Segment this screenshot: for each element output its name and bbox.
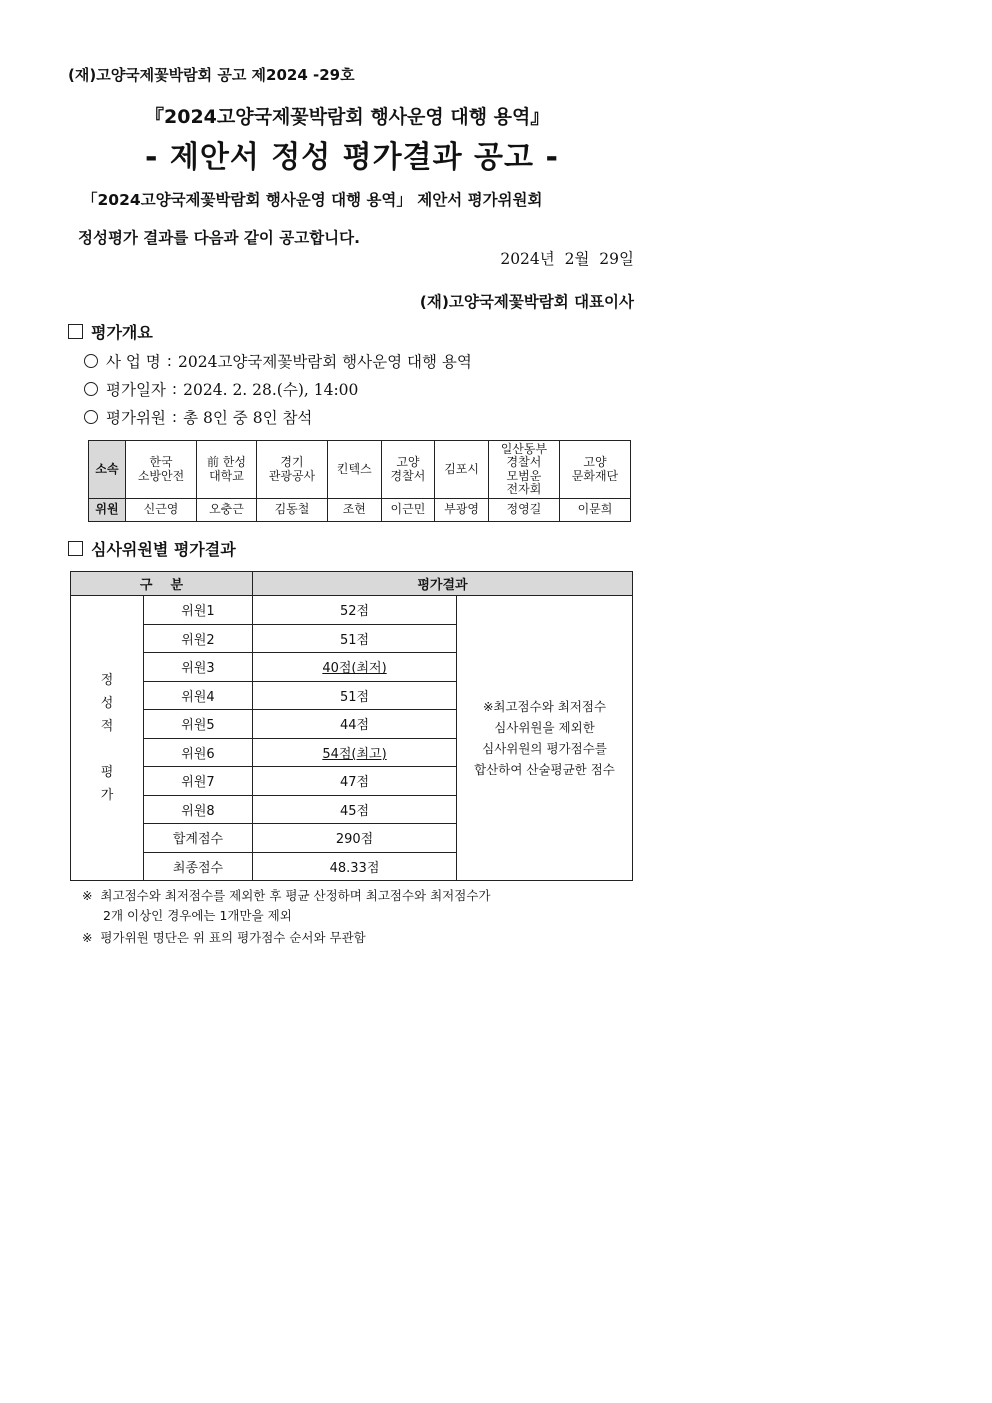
member-cell: 조현: [327, 499, 381, 522]
member-cell: 부광영: [435, 499, 489, 522]
title-line2: - 제안서 정성 평가결과 공고 -: [145, 140, 559, 175]
doc-number: (재)고양국제꽃박람회 공고 제2024 -29호: [68, 66, 355, 84]
member-label: 위원3: [144, 653, 253, 682]
member-score: 45점: [253, 795, 457, 824]
affiliation-cell: 고양 경찰서: [381, 441, 435, 499]
member-score: 44점: [253, 710, 457, 739]
footnote-2: ※ 평가위원 명단은 위 표의 평가점수 순서와 무관함: [82, 930, 366, 945]
separator: :: [171, 408, 178, 426]
final-score: 48.33점: [253, 852, 457, 881]
overview-item-value: 2024. 2. 28.(수), 14:00: [183, 381, 359, 399]
section-results-heading: 심사위원별 평가결과: [91, 540, 236, 559]
member-score: 51점: [253, 681, 457, 710]
member-cell: 이문희: [559, 499, 630, 522]
overview-item-value: 총 8인 중 8인 참석: [183, 409, 313, 427]
result-note: ※최고점수와 최저점수 심사위원을 제외한 심사위원의 평가점수를 합산하여 산술평균한 점수: [457, 596, 633, 881]
affiliation-cell: 한국 소방안전: [126, 441, 197, 499]
total-label: 합계점수: [144, 824, 253, 853]
member-label: 위원2: [144, 624, 253, 653]
intro-line1: 「2024고양국제꽃박람회 행사운영 대행 용역」 제안서 평가위원회: [82, 191, 543, 209]
affiliation-cell: 김포시: [435, 441, 489, 499]
member-cell: 김동철: [256, 499, 327, 522]
affiliation-cell: 경기 관광공사: [256, 441, 327, 499]
member-label: 위원6: [144, 738, 253, 767]
overview-item: [84, 378, 358, 400]
checkbox-square-icon: [68, 324, 83, 339]
member-score: 52점: [253, 596, 457, 625]
affiliation-cell: 일산동부 경찰서 모범운 전자회: [488, 441, 559, 499]
member-label: 위원8: [144, 795, 253, 824]
category-cell: 정 성 적 평 가: [71, 596, 144, 881]
member-score: 47점: [253, 767, 457, 796]
overview-item: [84, 350, 472, 372]
affiliation-cell: 고양 문화재단: [559, 441, 630, 499]
member-score-lowest: 40점(최저): [253, 653, 457, 682]
footnote-1-continued: 2개 이상인 경우에는 1개만을 제외: [103, 908, 292, 923]
footnote-1: ※ 최고점수와 최저점수를 제외한 후 평균 산정하며 최고점수와 최저점수가: [82, 888, 491, 903]
circle-bullet-icon: [84, 410, 98, 424]
result-header: 평가결과: [253, 572, 633, 596]
intro-line2: 정성평가 결과를 다음과 같이 공고합니다.: [78, 229, 361, 247]
section-results: [68, 537, 236, 560]
separator: :: [171, 380, 178, 398]
circle-bullet-icon: [84, 382, 98, 396]
category-header: 구 분: [71, 572, 253, 596]
title-line1: 『2024고양국제꽃박람회 행사운영 대행 용역』: [145, 106, 550, 128]
overview-item-label: 평가위원: [106, 409, 166, 427]
affiliation-cell: 킨텍스: [327, 441, 381, 499]
member-cell: 정영길: [488, 499, 559, 522]
circle-bullet-icon: [84, 354, 98, 368]
member-header: 위원: [89, 499, 126, 522]
checkbox-square-icon: [68, 541, 83, 556]
affiliation-header: 소속: [89, 441, 126, 499]
member-cell: 오충근: [197, 499, 257, 522]
member-score: 51점: [253, 624, 457, 653]
overview-item-label: 평가일자: [106, 381, 166, 399]
section-overview-heading: 평가개요: [91, 323, 153, 342]
total-score: 290점: [253, 824, 457, 853]
organization-signature: (재)고양국제꽃박람회 대표이사: [419, 293, 634, 311]
member-cell: 신근영: [126, 499, 197, 522]
affiliation-cell: 前 한성 대학교: [197, 441, 257, 499]
member-label: 위원5: [144, 710, 253, 739]
overview-item-label: 사 업 명: [106, 353, 161, 371]
section-overview: [68, 320, 153, 343]
overview-item-value: 2024고양국제꽃박람회 행사운영 대행 용역: [178, 353, 472, 371]
member-label: 위원7: [144, 767, 253, 796]
member-label: 위원1: [144, 596, 253, 625]
member-score-highest: 54점(최고): [253, 738, 457, 767]
separator: :: [166, 352, 173, 370]
final-label: 최종점수: [144, 852, 253, 881]
overview-item: [84, 406, 312, 428]
member-label: 위원4: [144, 681, 253, 710]
results-table: [70, 571, 633, 881]
members-table: [88, 440, 631, 522]
announcement-date: 2024년 2월 29일: [500, 250, 634, 268]
member-cell: 이근민: [381, 499, 435, 522]
